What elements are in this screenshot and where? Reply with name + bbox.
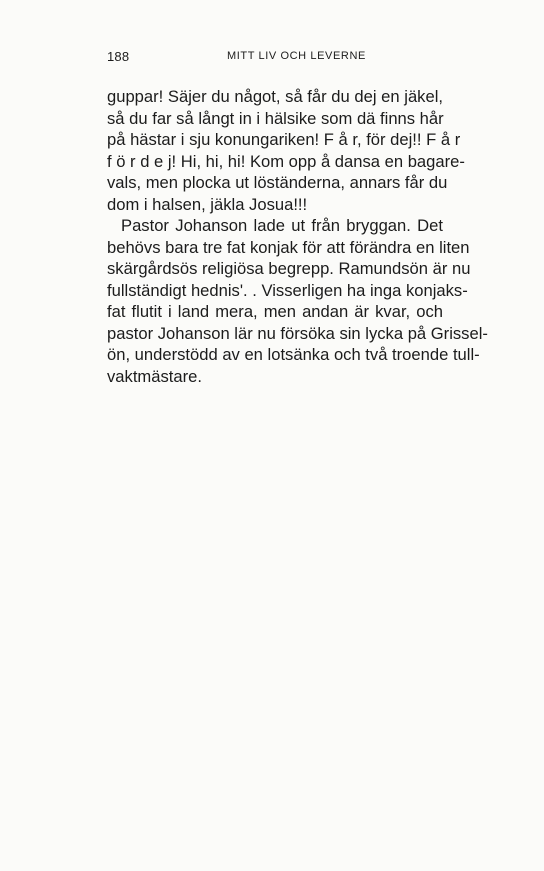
running-head: MITT LIV OCH LEVERNE xyxy=(227,50,366,62)
text-line-8: behövs bara tre fat konjak för att förändra en liten xyxy=(107,237,470,257)
text-line-6: dom i halsen, jäkla Josua!!! xyxy=(107,194,308,214)
text-line-7: Pastor Johanson lade ut från bryggan. Det xyxy=(121,216,443,235)
text-line-5: vals, men plocka ut löständerna, annars får du xyxy=(107,173,448,192)
text-line-2: så du far så långt in i hälsike som dä finns hår xyxy=(107,108,444,128)
text-line-12: pastor Johanson lär nu försöka sin lycka på Grissel- xyxy=(107,323,488,343)
body-text xyxy=(107,86,488,387)
page-header xyxy=(107,49,443,65)
text-line-9: skärgårdsös religiösa begrepp. Ramundsön är nu xyxy=(107,259,471,278)
text-line-4: f ö r d e j! Hi, hi, hi! Kom opp å dansa en bagare- xyxy=(107,151,465,171)
text-line-1: guppar! Säjer du något, så får du dej en jäkel, xyxy=(107,87,443,106)
text-line-13: ön, understödd av en lotsänka och två troende tull- xyxy=(107,345,480,364)
text-line-3: på hästar i sju konungariken! F å r, för dej!! F å r xyxy=(107,130,461,149)
text-line-10: fullständigt hednis'. . Visserligen ha inga konjaks- xyxy=(107,280,468,300)
text-line-14: vaktmästare. xyxy=(107,366,202,386)
text-line-11: fat flutit i land mera, men andan är kvar, och xyxy=(107,302,443,321)
page-number: 188 xyxy=(107,49,130,64)
